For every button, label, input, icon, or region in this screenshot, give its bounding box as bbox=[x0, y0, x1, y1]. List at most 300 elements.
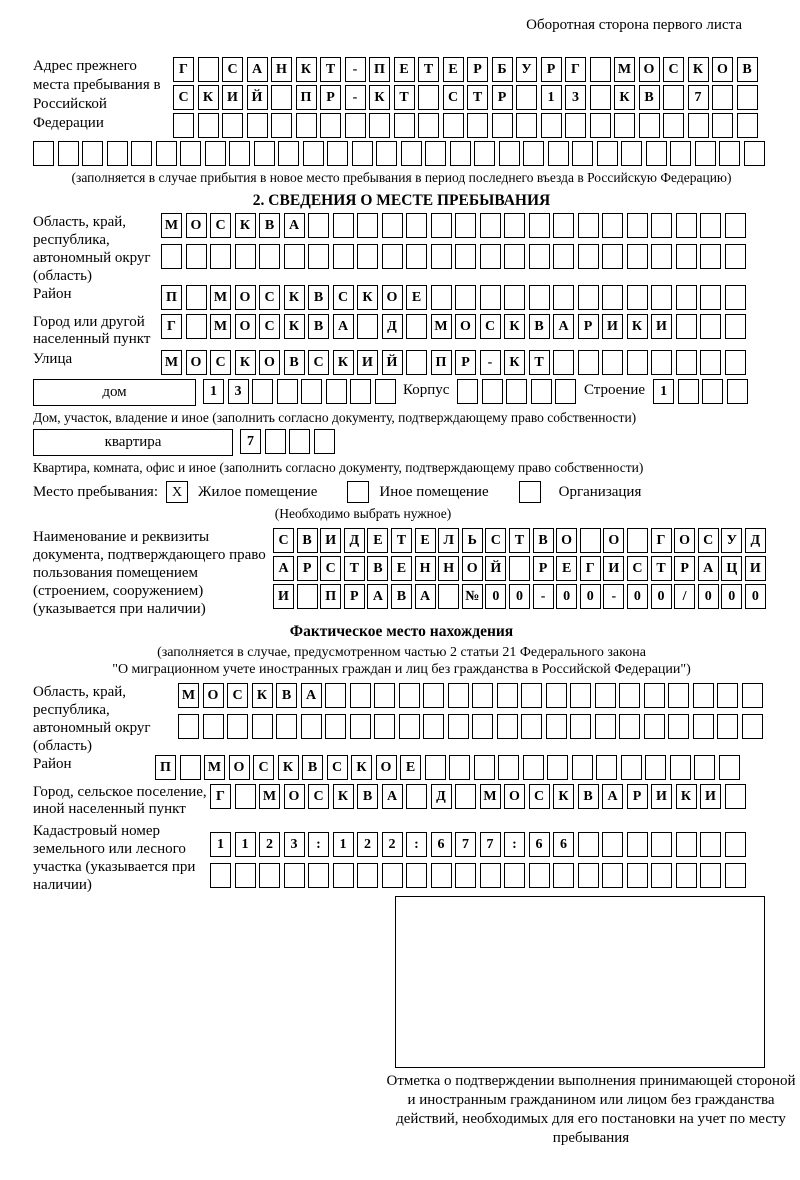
form-cell[interactable] bbox=[455, 244, 476, 269]
form-cell[interactable]: С bbox=[273, 528, 294, 553]
form-cell[interactable]: Й bbox=[382, 350, 403, 375]
form-cell[interactable]: С bbox=[327, 755, 348, 780]
form-cell[interactable]: С bbox=[333, 285, 354, 310]
form-cell[interactable] bbox=[497, 683, 518, 708]
form-cell[interactable] bbox=[425, 141, 446, 166]
form-cell[interactable] bbox=[602, 863, 623, 888]
form-cell[interactable]: С bbox=[480, 314, 501, 339]
form-cell[interactable]: Т bbox=[467, 85, 488, 110]
form-cell[interactable] bbox=[725, 784, 746, 809]
checkbox-residential[interactable]: X bbox=[166, 481, 188, 503]
form-cell[interactable] bbox=[546, 714, 567, 739]
form-cell[interactable] bbox=[498, 755, 519, 780]
form-cell[interactable]: 7 bbox=[240, 429, 261, 454]
form-cell[interactable] bbox=[178, 714, 199, 739]
form-cell[interactable] bbox=[229, 141, 250, 166]
form-cell[interactable] bbox=[504, 244, 525, 269]
form-cell[interactable]: 3 bbox=[565, 85, 586, 110]
form-cell[interactable]: Р bbox=[455, 350, 476, 375]
form-cell[interactable]: 1 bbox=[653, 379, 674, 404]
form-cell[interactable]: 0 bbox=[556, 584, 577, 609]
form-cell[interactable]: Г bbox=[651, 528, 672, 553]
form-cell[interactable]: П bbox=[431, 350, 452, 375]
form-cell[interactable]: Р bbox=[492, 85, 513, 110]
form-cell[interactable] bbox=[375, 379, 396, 404]
form-cell[interactable] bbox=[644, 683, 665, 708]
form-cell[interactable] bbox=[431, 863, 452, 888]
form-cell[interactable] bbox=[497, 714, 518, 739]
form-cell[interactable] bbox=[82, 141, 103, 166]
form-cell[interactable] bbox=[694, 755, 715, 780]
form-cell[interactable]: К bbox=[333, 784, 354, 809]
form-cell[interactable]: М bbox=[431, 314, 452, 339]
form-cell[interactable]: - bbox=[345, 85, 366, 110]
form-cell[interactable] bbox=[265, 429, 286, 454]
form-cell[interactable]: Ь bbox=[462, 528, 483, 553]
form-cell[interactable]: О bbox=[229, 755, 250, 780]
form-cell[interactable]: С bbox=[259, 314, 280, 339]
form-cell[interactable] bbox=[676, 863, 697, 888]
form-cell[interactable]: В bbox=[276, 683, 297, 708]
form-cell[interactable] bbox=[646, 141, 667, 166]
form-cell[interactable] bbox=[357, 244, 378, 269]
form-cell[interactable]: Е bbox=[394, 57, 415, 82]
form-cell[interactable] bbox=[198, 113, 219, 138]
form-cell[interactable] bbox=[529, 863, 550, 888]
form-cell[interactable]: : bbox=[504, 832, 525, 857]
form-cell[interactable] bbox=[308, 244, 329, 269]
form-cell[interactable]: О bbox=[235, 285, 256, 310]
form-cell[interactable]: А bbox=[415, 584, 436, 609]
form-cell[interactable] bbox=[252, 379, 273, 404]
form-cell[interactable] bbox=[418, 85, 439, 110]
form-cell[interactable]: В bbox=[367, 556, 388, 581]
form-cell[interactable]: К bbox=[676, 784, 697, 809]
form-cell[interactable]: О bbox=[186, 213, 207, 238]
form-cell[interactable]: С bbox=[698, 528, 719, 553]
form-cell[interactable] bbox=[333, 213, 354, 238]
form-cell[interactable] bbox=[450, 141, 471, 166]
form-cell[interactable] bbox=[210, 863, 231, 888]
form-cell[interactable]: Д bbox=[344, 528, 365, 553]
form-cell[interactable] bbox=[719, 141, 740, 166]
form-cell[interactable]: Й bbox=[485, 556, 506, 581]
form-cell[interactable] bbox=[627, 863, 648, 888]
form-cell[interactable]: Г bbox=[173, 57, 194, 82]
form-cell[interactable] bbox=[350, 714, 371, 739]
form-cell[interactable] bbox=[205, 141, 226, 166]
form-cell[interactable]: 1 bbox=[333, 832, 354, 857]
form-cell[interactable] bbox=[438, 584, 459, 609]
form-cell[interactable] bbox=[492, 113, 513, 138]
form-cell[interactable]: А bbox=[367, 584, 388, 609]
form-cell[interactable] bbox=[247, 113, 268, 138]
form-cell[interactable]: К bbox=[357, 285, 378, 310]
form-cell[interactable] bbox=[271, 85, 292, 110]
form-cell[interactable]: 1 bbox=[235, 832, 256, 857]
form-cell[interactable] bbox=[627, 244, 648, 269]
form-cell[interactable]: С bbox=[308, 350, 329, 375]
form-cell[interactable]: В bbox=[357, 784, 378, 809]
form-cell[interactable]: С bbox=[210, 213, 231, 238]
form-cell[interactable] bbox=[602, 350, 623, 375]
form-cell[interactable]: - bbox=[480, 350, 501, 375]
form-cell[interactable] bbox=[431, 244, 452, 269]
form-cell[interactable]: А bbox=[333, 314, 354, 339]
form-cell[interactable] bbox=[670, 141, 691, 166]
form-cell[interactable] bbox=[627, 528, 648, 553]
form-cell[interactable] bbox=[425, 755, 446, 780]
form-cell[interactable]: С bbox=[663, 57, 684, 82]
form-cell[interactable] bbox=[448, 714, 469, 739]
form-cell[interactable]: И bbox=[222, 85, 243, 110]
form-cell[interactable]: С bbox=[253, 755, 274, 780]
form-cell[interactable] bbox=[693, 683, 714, 708]
form-cell[interactable] bbox=[107, 141, 128, 166]
form-cell[interactable]: Р bbox=[467, 57, 488, 82]
form-cell[interactable] bbox=[276, 714, 297, 739]
form-cell[interactable]: М bbox=[178, 683, 199, 708]
form-cell[interactable]: М bbox=[161, 350, 182, 375]
form-cell[interactable] bbox=[565, 113, 586, 138]
form-cell[interactable] bbox=[259, 863, 280, 888]
form-cell[interactable] bbox=[651, 285, 672, 310]
form-cell[interactable]: Р bbox=[320, 85, 341, 110]
form-cell[interactable] bbox=[725, 863, 746, 888]
form-cell[interactable] bbox=[621, 755, 642, 780]
form-cell[interactable] bbox=[423, 683, 444, 708]
form-cell[interactable] bbox=[277, 379, 298, 404]
form-cell[interactable] bbox=[695, 141, 716, 166]
form-cell[interactable]: О bbox=[259, 350, 280, 375]
form-cell[interactable] bbox=[596, 755, 617, 780]
form-cell[interactable] bbox=[382, 244, 403, 269]
form-cell[interactable]: О bbox=[556, 528, 577, 553]
form-cell[interactable]: Т bbox=[529, 350, 550, 375]
form-cell[interactable] bbox=[678, 379, 699, 404]
form-cell[interactable] bbox=[345, 113, 366, 138]
form-cell[interactable]: С bbox=[210, 350, 231, 375]
form-cell[interactable] bbox=[480, 863, 501, 888]
form-cell[interactable] bbox=[676, 285, 697, 310]
form-cell[interactable] bbox=[443, 113, 464, 138]
form-cell[interactable] bbox=[259, 244, 280, 269]
form-cell[interactable]: Р bbox=[627, 784, 648, 809]
form-cell[interactable] bbox=[401, 141, 422, 166]
form-cell[interactable] bbox=[602, 832, 623, 857]
form-cell[interactable] bbox=[572, 755, 593, 780]
form-cell[interactable] bbox=[614, 113, 635, 138]
form-cell[interactable] bbox=[333, 863, 354, 888]
form-cell[interactable] bbox=[325, 714, 346, 739]
form-cell[interactable] bbox=[627, 285, 648, 310]
form-cell[interactable]: О bbox=[504, 784, 525, 809]
form-cell[interactable] bbox=[235, 784, 256, 809]
form-cell[interactable] bbox=[700, 285, 721, 310]
form-cell[interactable]: П bbox=[369, 57, 390, 82]
form-cell[interactable]: С bbox=[222, 57, 243, 82]
form-cell[interactable] bbox=[555, 379, 576, 404]
form-cell[interactable]: И bbox=[603, 556, 624, 581]
form-cell[interactable]: : bbox=[308, 832, 329, 857]
form-cell[interactable] bbox=[702, 379, 723, 404]
form-cell[interactable]: Е bbox=[391, 556, 412, 581]
form-cell[interactable] bbox=[480, 285, 501, 310]
form-cell[interactable] bbox=[627, 213, 648, 238]
form-cell[interactable] bbox=[627, 832, 648, 857]
form-cell[interactable]: 2 bbox=[382, 832, 403, 857]
form-cell[interactable]: М bbox=[204, 755, 225, 780]
form-cell[interactable]: В bbox=[284, 350, 305, 375]
form-cell[interactable]: У bbox=[516, 57, 537, 82]
form-cell[interactable]: Р bbox=[533, 556, 554, 581]
form-cell[interactable]: 0 bbox=[698, 584, 719, 609]
form-cell[interactable]: - bbox=[345, 57, 366, 82]
form-cell[interactable]: К bbox=[688, 57, 709, 82]
form-cell[interactable] bbox=[597, 141, 618, 166]
form-cell[interactable]: В bbox=[391, 584, 412, 609]
form-cell[interactable] bbox=[541, 113, 562, 138]
form-cell[interactable] bbox=[374, 714, 395, 739]
form-cell[interactable] bbox=[180, 141, 201, 166]
form-cell[interactable]: 6 bbox=[431, 832, 452, 857]
form-cell[interactable]: В bbox=[308, 285, 329, 310]
form-cell[interactable] bbox=[651, 350, 672, 375]
form-cell[interactable]: Т bbox=[391, 528, 412, 553]
form-cell[interactable] bbox=[504, 285, 525, 310]
form-cell[interactable] bbox=[580, 528, 601, 553]
form-cell[interactable] bbox=[455, 784, 476, 809]
form-cell[interactable] bbox=[725, 832, 746, 857]
form-cell[interactable] bbox=[203, 714, 224, 739]
form-cell[interactable] bbox=[131, 141, 152, 166]
form-cell[interactable]: Р bbox=[344, 584, 365, 609]
form-cell[interactable] bbox=[235, 244, 256, 269]
form-cell[interactable] bbox=[180, 755, 201, 780]
form-cell[interactable]: У bbox=[721, 528, 742, 553]
form-cell[interactable] bbox=[651, 832, 672, 857]
form-cell[interactable] bbox=[186, 285, 207, 310]
form-cell[interactable]: К bbox=[235, 350, 256, 375]
form-cell[interactable]: С bbox=[308, 784, 329, 809]
form-cell[interactable]: В bbox=[308, 314, 329, 339]
form-cell[interactable]: № bbox=[462, 584, 483, 609]
form-cell[interactable] bbox=[33, 141, 54, 166]
form-cell[interactable] bbox=[529, 244, 550, 269]
form-cell[interactable]: И bbox=[357, 350, 378, 375]
form-cell[interactable] bbox=[570, 714, 591, 739]
form-cell[interactable]: И bbox=[602, 314, 623, 339]
form-cell[interactable]: К bbox=[351, 755, 372, 780]
form-cell[interactable]: С bbox=[485, 528, 506, 553]
form-cell[interactable]: А bbox=[247, 57, 268, 82]
form-cell[interactable]: П bbox=[320, 584, 341, 609]
form-cell[interactable]: О bbox=[674, 528, 695, 553]
form-cell[interactable]: Т bbox=[651, 556, 672, 581]
form-cell[interactable]: 2 bbox=[357, 832, 378, 857]
form-cell[interactable]: М bbox=[161, 213, 182, 238]
form-cell[interactable]: К bbox=[614, 85, 635, 110]
form-cell[interactable]: К bbox=[504, 350, 525, 375]
form-cell[interactable]: Л bbox=[438, 528, 459, 553]
form-cell[interactable]: К bbox=[504, 314, 525, 339]
form-cell[interactable] bbox=[374, 683, 395, 708]
form-cell[interactable] bbox=[186, 244, 207, 269]
form-cell[interactable] bbox=[333, 244, 354, 269]
form-cell[interactable]: И bbox=[745, 556, 766, 581]
form-cell[interactable] bbox=[509, 556, 530, 581]
form-cell[interactable] bbox=[480, 244, 501, 269]
form-cell[interactable]: К bbox=[284, 285, 305, 310]
form-cell[interactable] bbox=[668, 714, 689, 739]
form-cell[interactable]: М bbox=[480, 784, 501, 809]
form-cell[interactable] bbox=[320, 113, 341, 138]
checkbox-other-premises[interactable] bbox=[347, 481, 369, 503]
form-cell[interactable] bbox=[700, 832, 721, 857]
form-cell[interactable]: Р bbox=[578, 314, 599, 339]
form-cell[interactable] bbox=[457, 379, 478, 404]
form-cell[interactable] bbox=[474, 755, 495, 780]
form-cell[interactable]: Б bbox=[492, 57, 513, 82]
form-cell[interactable] bbox=[742, 683, 763, 708]
form-cell[interactable] bbox=[627, 350, 648, 375]
form-cell[interactable] bbox=[406, 784, 427, 809]
form-cell[interactable] bbox=[725, 350, 746, 375]
form-cell[interactable] bbox=[553, 863, 574, 888]
form-cell[interactable] bbox=[227, 714, 248, 739]
form-cell[interactable] bbox=[590, 85, 611, 110]
form-cell[interactable] bbox=[303, 141, 324, 166]
form-cell[interactable] bbox=[406, 213, 427, 238]
form-cell[interactable]: И bbox=[651, 314, 672, 339]
form-cell[interactable] bbox=[376, 141, 397, 166]
form-cell[interactable] bbox=[644, 714, 665, 739]
form-cell[interactable] bbox=[553, 213, 574, 238]
form-cell[interactable]: К bbox=[333, 350, 354, 375]
form-cell[interactable]: 0 bbox=[745, 584, 766, 609]
form-cell[interactable] bbox=[284, 863, 305, 888]
form-cell[interactable] bbox=[406, 314, 427, 339]
form-cell[interactable]: В bbox=[529, 314, 550, 339]
form-cell[interactable]: В bbox=[533, 528, 554, 553]
form-cell[interactable]: Т bbox=[320, 57, 341, 82]
form-cell[interactable] bbox=[382, 863, 403, 888]
form-cell[interactable] bbox=[448, 683, 469, 708]
form-cell[interactable] bbox=[548, 141, 569, 166]
form-cell[interactable]: - bbox=[603, 584, 624, 609]
form-cell[interactable]: М bbox=[210, 314, 231, 339]
form-cell[interactable]: И bbox=[700, 784, 721, 809]
form-cell[interactable] bbox=[595, 714, 616, 739]
form-cell[interactable] bbox=[198, 57, 219, 82]
form-cell[interactable]: В bbox=[578, 784, 599, 809]
form-cell[interactable]: 1 bbox=[541, 85, 562, 110]
form-cell[interactable]: 6 bbox=[529, 832, 550, 857]
form-cell[interactable] bbox=[668, 683, 689, 708]
form-cell[interactable]: В bbox=[737, 57, 758, 82]
form-cell[interactable] bbox=[449, 755, 470, 780]
form-cell[interactable]: 2 bbox=[259, 832, 280, 857]
form-cell[interactable] bbox=[314, 429, 335, 454]
form-cell[interactable]: С bbox=[173, 85, 194, 110]
form-cell[interactable]: К bbox=[369, 85, 390, 110]
form-cell[interactable] bbox=[737, 113, 758, 138]
form-cell[interactable]: И bbox=[320, 528, 341, 553]
form-cell[interactable] bbox=[700, 213, 721, 238]
form-cell[interactable]: О bbox=[284, 784, 305, 809]
form-cell[interactable]: П bbox=[296, 85, 317, 110]
form-cell[interactable] bbox=[663, 113, 684, 138]
form-cell[interactable] bbox=[474, 141, 495, 166]
form-cell[interactable]: 7 bbox=[480, 832, 501, 857]
form-cell[interactable] bbox=[651, 244, 672, 269]
form-cell[interactable] bbox=[252, 714, 273, 739]
form-cell[interactable]: А bbox=[284, 213, 305, 238]
form-cell[interactable] bbox=[663, 85, 684, 110]
form-cell[interactable] bbox=[717, 683, 738, 708]
form-cell[interactable] bbox=[423, 714, 444, 739]
form-cell[interactable]: Г bbox=[161, 314, 182, 339]
form-cell[interactable]: О bbox=[376, 755, 397, 780]
form-cell[interactable] bbox=[700, 350, 721, 375]
form-cell[interactable]: Е bbox=[400, 755, 421, 780]
form-cell[interactable] bbox=[210, 244, 231, 269]
form-cell[interactable]: : bbox=[406, 832, 427, 857]
form-cell[interactable]: Н bbox=[415, 556, 436, 581]
form-cell[interactable] bbox=[717, 714, 738, 739]
form-cell[interactable]: О bbox=[462, 556, 483, 581]
form-cell[interactable] bbox=[504, 213, 525, 238]
form-cell[interactable] bbox=[235, 863, 256, 888]
form-cell[interactable]: В bbox=[302, 755, 323, 780]
form-cell[interactable]: П bbox=[161, 285, 182, 310]
form-cell[interactable] bbox=[278, 141, 299, 166]
form-cell[interactable]: 0 bbox=[627, 584, 648, 609]
form-cell[interactable]: Д bbox=[745, 528, 766, 553]
form-cell[interactable] bbox=[725, 213, 746, 238]
form-cell[interactable] bbox=[578, 213, 599, 238]
form-cell[interactable]: Р bbox=[674, 556, 695, 581]
form-cell[interactable] bbox=[254, 141, 275, 166]
form-cell[interactable] bbox=[161, 244, 182, 269]
form-cell[interactable]: Т bbox=[394, 85, 415, 110]
checkbox-organization[interactable] bbox=[519, 481, 541, 503]
form-cell[interactable] bbox=[602, 285, 623, 310]
form-cell[interactable] bbox=[455, 213, 476, 238]
form-cell[interactable]: К bbox=[627, 314, 648, 339]
form-cell[interactable] bbox=[578, 244, 599, 269]
form-cell[interactable] bbox=[186, 314, 207, 339]
form-cell[interactable] bbox=[725, 244, 746, 269]
form-cell[interactable]: Г bbox=[210, 784, 231, 809]
form-cell[interactable]: М bbox=[614, 57, 635, 82]
form-cell[interactable]: П bbox=[155, 755, 176, 780]
form-cell[interactable] bbox=[670, 755, 691, 780]
form-cell[interactable]: Е bbox=[556, 556, 577, 581]
form-cell[interactable] bbox=[482, 379, 503, 404]
form-cell[interactable] bbox=[350, 379, 371, 404]
form-cell[interactable] bbox=[521, 683, 542, 708]
form-cell[interactable] bbox=[725, 285, 746, 310]
form-cell[interactable]: 3 bbox=[284, 832, 305, 857]
form-cell[interactable]: О bbox=[455, 314, 476, 339]
form-cell[interactable]: 6 bbox=[553, 832, 574, 857]
form-cell[interactable] bbox=[284, 244, 305, 269]
form-cell[interactable] bbox=[521, 714, 542, 739]
form-cell[interactable]: М bbox=[259, 784, 280, 809]
form-cell[interactable]: О bbox=[203, 683, 224, 708]
form-cell[interactable] bbox=[700, 863, 721, 888]
